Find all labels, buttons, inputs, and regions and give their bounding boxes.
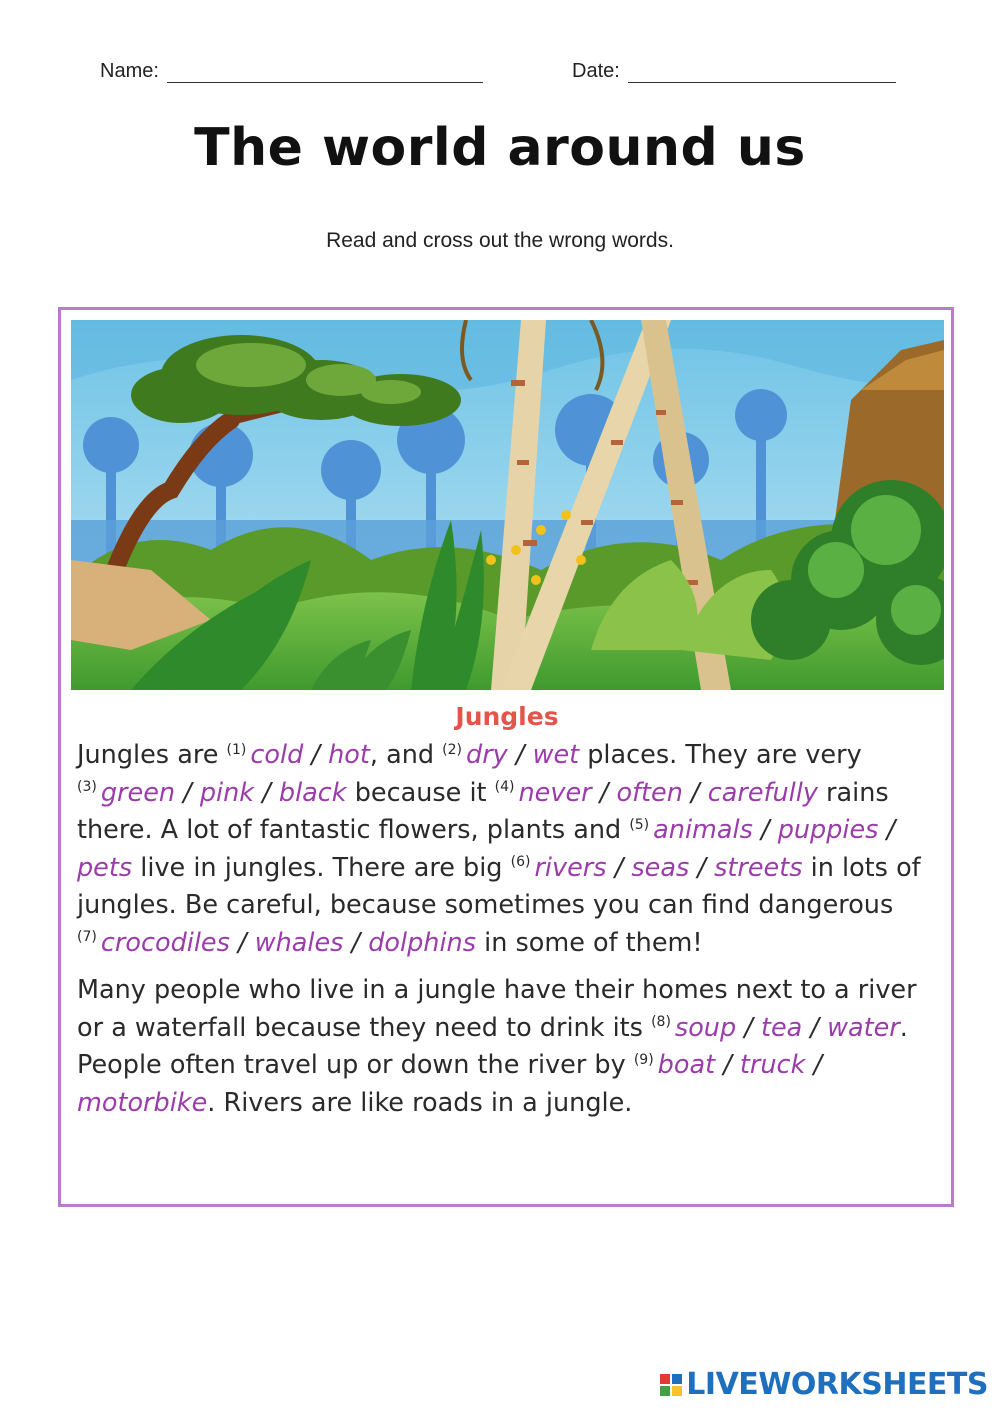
story-title: Jungles [455,702,559,731]
option-dolphins[interactable]: dolphins [368,927,476,958]
question-number-9: (9) [633,1051,654,1068]
option-puppies[interactable]: puppies [777,815,879,845]
option-streets[interactable]: streets [714,852,803,883]
text-segment: rains there. A lot of fantastic flowers, plants and [77,777,889,845]
option-separator: / [515,740,525,770]
option-crocodiles[interactable]: crocodiles [100,927,230,958]
text-segment: , and [369,740,435,770]
option-separator: / [744,1012,753,1043]
text-segment: in lots of jungles. Be careful, because sometimes you can find dangerous [77,852,921,920]
text-segment: places. They are very [587,740,862,770]
name-label: Name: [100,60,159,82]
date-label: Date: [572,60,620,82]
date-input-line[interactable] [628,58,896,83]
option-water[interactable]: water [827,1012,900,1043]
option-separator: / [813,1050,823,1080]
option-often[interactable]: often [616,777,683,808]
option-cold[interactable]: cold [250,740,304,770]
option-truck[interactable]: truck [739,1050,806,1080]
option-separator: / [351,927,361,958]
question-number-7: (7) [77,929,97,945]
logo-grid-icon [660,1374,682,1396]
option-seas[interactable]: seas [631,852,690,883]
header-row [0,58,1000,90]
text-segment: because it [354,777,487,808]
option-wet[interactable]: wet [532,740,580,770]
question-number-6: (6) [510,854,531,870]
option-pink[interactable]: pink [199,777,255,808]
instruction: Read and cross out the wrong words. [326,229,674,252]
option-green[interactable]: green [100,777,176,808]
reading-panel [58,307,954,1207]
question-number-4: (4) [494,779,515,795]
option-soup[interactable]: soup [674,1012,737,1043]
text-segment: Many people who live in a jungle have their homes next to a river or a waterfall because they need to drink its [77,975,917,1043]
name-input-line[interactable] [167,58,483,83]
option-separator: / [262,777,271,808]
option-separator: / [760,815,770,845]
text-segment: . People often travel up or down the river by [77,1012,908,1080]
logo-text: LIVEWORKSHEETS [686,1367,988,1402]
paragraph-2 [77,972,937,1122]
name-field[interactable] [100,58,483,83]
option-whales[interactable]: whales [254,927,344,958]
option-separator: / [183,777,192,808]
option-separator: / [690,777,700,808]
option-animals[interactable]: animals [653,815,753,845]
option-separator: / [810,1012,820,1043]
option-separator: / [599,777,609,808]
text-segment: Jungles are [77,740,219,770]
option-separator: / [723,1050,732,1080]
option-dry[interactable]: dry [466,740,508,770]
text-segment: . Rivers are like roads in a jungle. [207,1087,633,1118]
question-number-1: (1) [226,741,247,758]
paragraph-1 [77,737,937,962]
question-number-2: (2) [442,741,463,758]
option-black[interactable]: black [278,777,347,808]
date-field[interactable] [572,58,896,83]
option-separator: / [614,852,624,883]
question-number-3: (3) [77,779,97,795]
option-boat[interactable]: boat [657,1050,716,1080]
option-separator: / [238,927,247,958]
page-title: The world around us [194,118,806,178]
option-pets[interactable]: pets [77,852,133,883]
option-rivers[interactable]: rivers [534,852,607,883]
option-separator: / [886,815,896,845]
story-text [77,702,937,1122]
jungle-illustration [71,320,944,690]
question-number-5: (5) [629,816,650,833]
option-never[interactable]: never [518,777,592,808]
option-motorbike[interactable]: motorbike [77,1087,208,1118]
option-hot[interactable]: hot [328,740,370,770]
option-separator: / [311,740,320,770]
option-carefully[interactable]: carefully [707,777,818,808]
option-tea[interactable]: tea [760,1012,803,1043]
question-number-8: (8) [651,1014,671,1030]
text-segment: live in jungles. There are big [140,852,503,883]
liveworksheets-logo [660,1367,988,1402]
option-separator: / [697,852,706,883]
text-segment: in some of them! [484,927,703,958]
